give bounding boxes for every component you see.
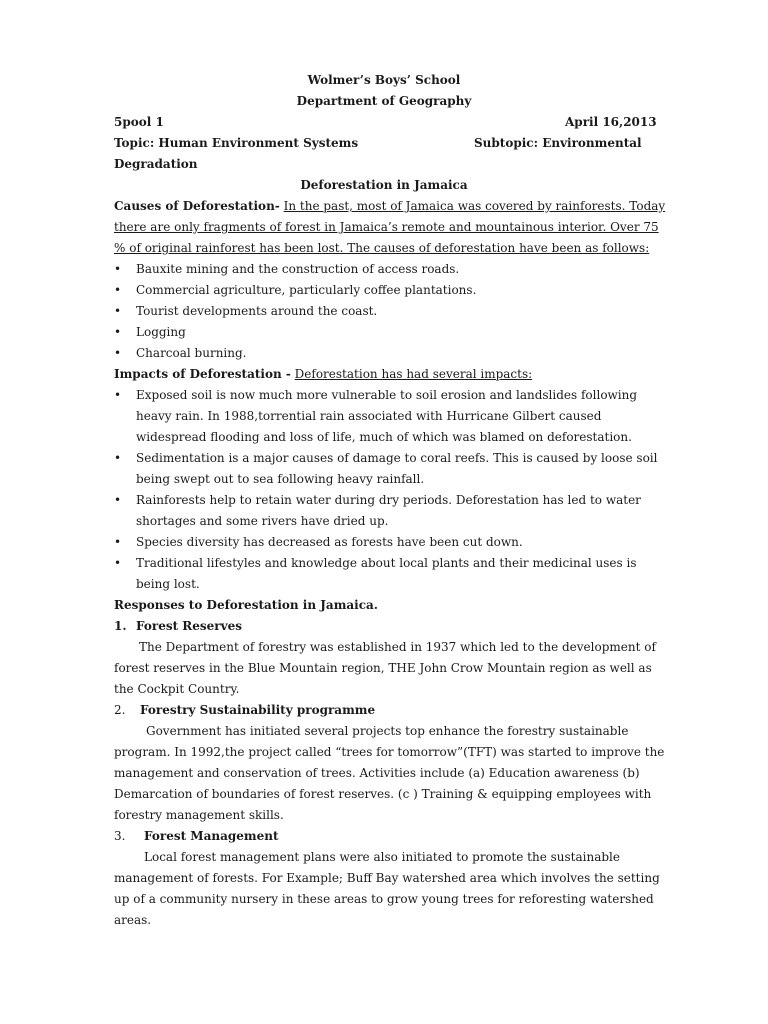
list-item: Logging xyxy=(136,325,186,339)
section-title: Forest Reserves xyxy=(136,619,242,633)
section-number: 3. xyxy=(114,829,126,843)
bullet-icon: • xyxy=(114,556,122,570)
department-name: Department of Geography xyxy=(296,94,472,108)
paragraph-line: Local forest management plans were also initiated to promote the sustainable xyxy=(144,850,620,864)
paragraph-line: Government has initiated several projects top enhance the forestry sustainable xyxy=(146,724,629,738)
bullet-icon: • xyxy=(114,493,122,507)
causes-intro-line-1 xyxy=(114,198,665,214)
causes-intro-line-3: % of original rainforest has been lost. The causes of deforestation have been as follows: xyxy=(114,241,650,255)
list-item: Tourist developments around the coast. xyxy=(136,304,378,318)
paragraph-line: program. In 1992,the project called “trees for tomorrow”(TFT) was started to improve the xyxy=(114,745,665,759)
paragraph-line: The Department of forestry was established in 1937 which led to the development of xyxy=(139,640,656,654)
paragraph-line: Demarcation of boundaries of forest reserves. (c ) Training & equipping employees with xyxy=(114,787,652,801)
school-name: Wolmer’s Boys’ School xyxy=(307,73,461,87)
subtopic-label: Subtopic: Environmental xyxy=(474,136,642,150)
list-item: Rainforests help to retain water during dry periods. Deforestation has led to water xyxy=(136,493,641,507)
class-label: 5pool 1 xyxy=(114,115,164,129)
section-title: Forest Management xyxy=(144,829,279,843)
list-item: Charcoal burning. xyxy=(136,346,247,360)
paragraph-line: forestry management skills. xyxy=(114,808,284,822)
causes-text: In the past, most of Jamaica was covered by rainforests. Today xyxy=(283,199,666,213)
section-title: Forestry Sustainability programme xyxy=(140,703,376,717)
causes-heading: Causes of Deforestation- xyxy=(114,199,280,213)
list-item-continued: shortages and some rivers have dried up. xyxy=(136,514,389,528)
list-item-continued: heavy rain. In 1988,torrential rain associated with Hurricane Gilbert caused xyxy=(136,409,602,423)
list-item-continued: widespread flooding and loss of life, much of which was blamed on deforestation. xyxy=(136,430,632,444)
responses-heading: Responses to Deforestation in Jamaica. xyxy=(114,598,378,612)
bullet-icon: • xyxy=(114,283,122,297)
bullet-icon: • xyxy=(114,388,122,402)
bullet-icon: • xyxy=(114,325,122,339)
paragraph-line: forest reserves in the Blue Mountain region, THE John Crow Mountain region as well as xyxy=(114,661,652,675)
list-item: Commercial agriculture, particularly coffee plantations. xyxy=(136,283,477,297)
section-number: 2. xyxy=(114,703,126,717)
list-item: Traditional lifestyles and knowledge about local plants and their medicinal uses is xyxy=(136,556,637,570)
impacts-intro xyxy=(114,366,532,382)
paragraph-line: up of a community nursery in these areas to grow young trees for reforesting watershed xyxy=(114,892,654,906)
impacts-heading: Impacts of Deforestation - xyxy=(114,367,291,381)
section-number: 1. xyxy=(114,619,127,633)
bullet-icon: • xyxy=(114,535,122,549)
list-item-continued: being lost. xyxy=(136,577,200,591)
paragraph-line: management of forests. For Example; Buff Bay watershed area which involves the setting xyxy=(114,871,660,885)
subtopic-continued: Degradation xyxy=(114,157,198,171)
bullet-icon: • xyxy=(114,451,122,465)
causes-intro-line-2: there are only fragments of forest in Jamaica’s remote and mountainous interior. Over 75 xyxy=(114,220,659,234)
date-label: April 16,2013 xyxy=(565,115,657,129)
impacts-text: Deforestation has had several impacts: xyxy=(294,367,533,381)
bullet-icon: • xyxy=(114,262,122,276)
paragraph-line: management and conservation of trees. Activities include (a) Education awareness (b) xyxy=(114,766,640,780)
topic-label: Topic: Human Environment Systems xyxy=(114,136,359,150)
paragraph-line: the Cockpit Country. xyxy=(114,682,240,696)
bullet-icon: • xyxy=(114,304,122,318)
paragraph-line: areas. xyxy=(114,913,152,927)
list-item-continued: being swept out to sea following heavy rainfall. xyxy=(136,472,425,486)
page-title: Deforestation in Jamaica xyxy=(300,178,468,192)
list-item: Species diversity has decreased as forests have been cut down. xyxy=(136,535,523,549)
list-item: Sedimentation is a major causes of damage to coral reefs. This is caused by loose soil xyxy=(136,451,658,465)
bullet-icon: • xyxy=(114,346,122,360)
list-item: Exposed soil is now much more vulnerable to soil erosion and landslides following xyxy=(136,388,638,402)
list-item: Bauxite mining and the construction of access roads. xyxy=(136,262,460,276)
